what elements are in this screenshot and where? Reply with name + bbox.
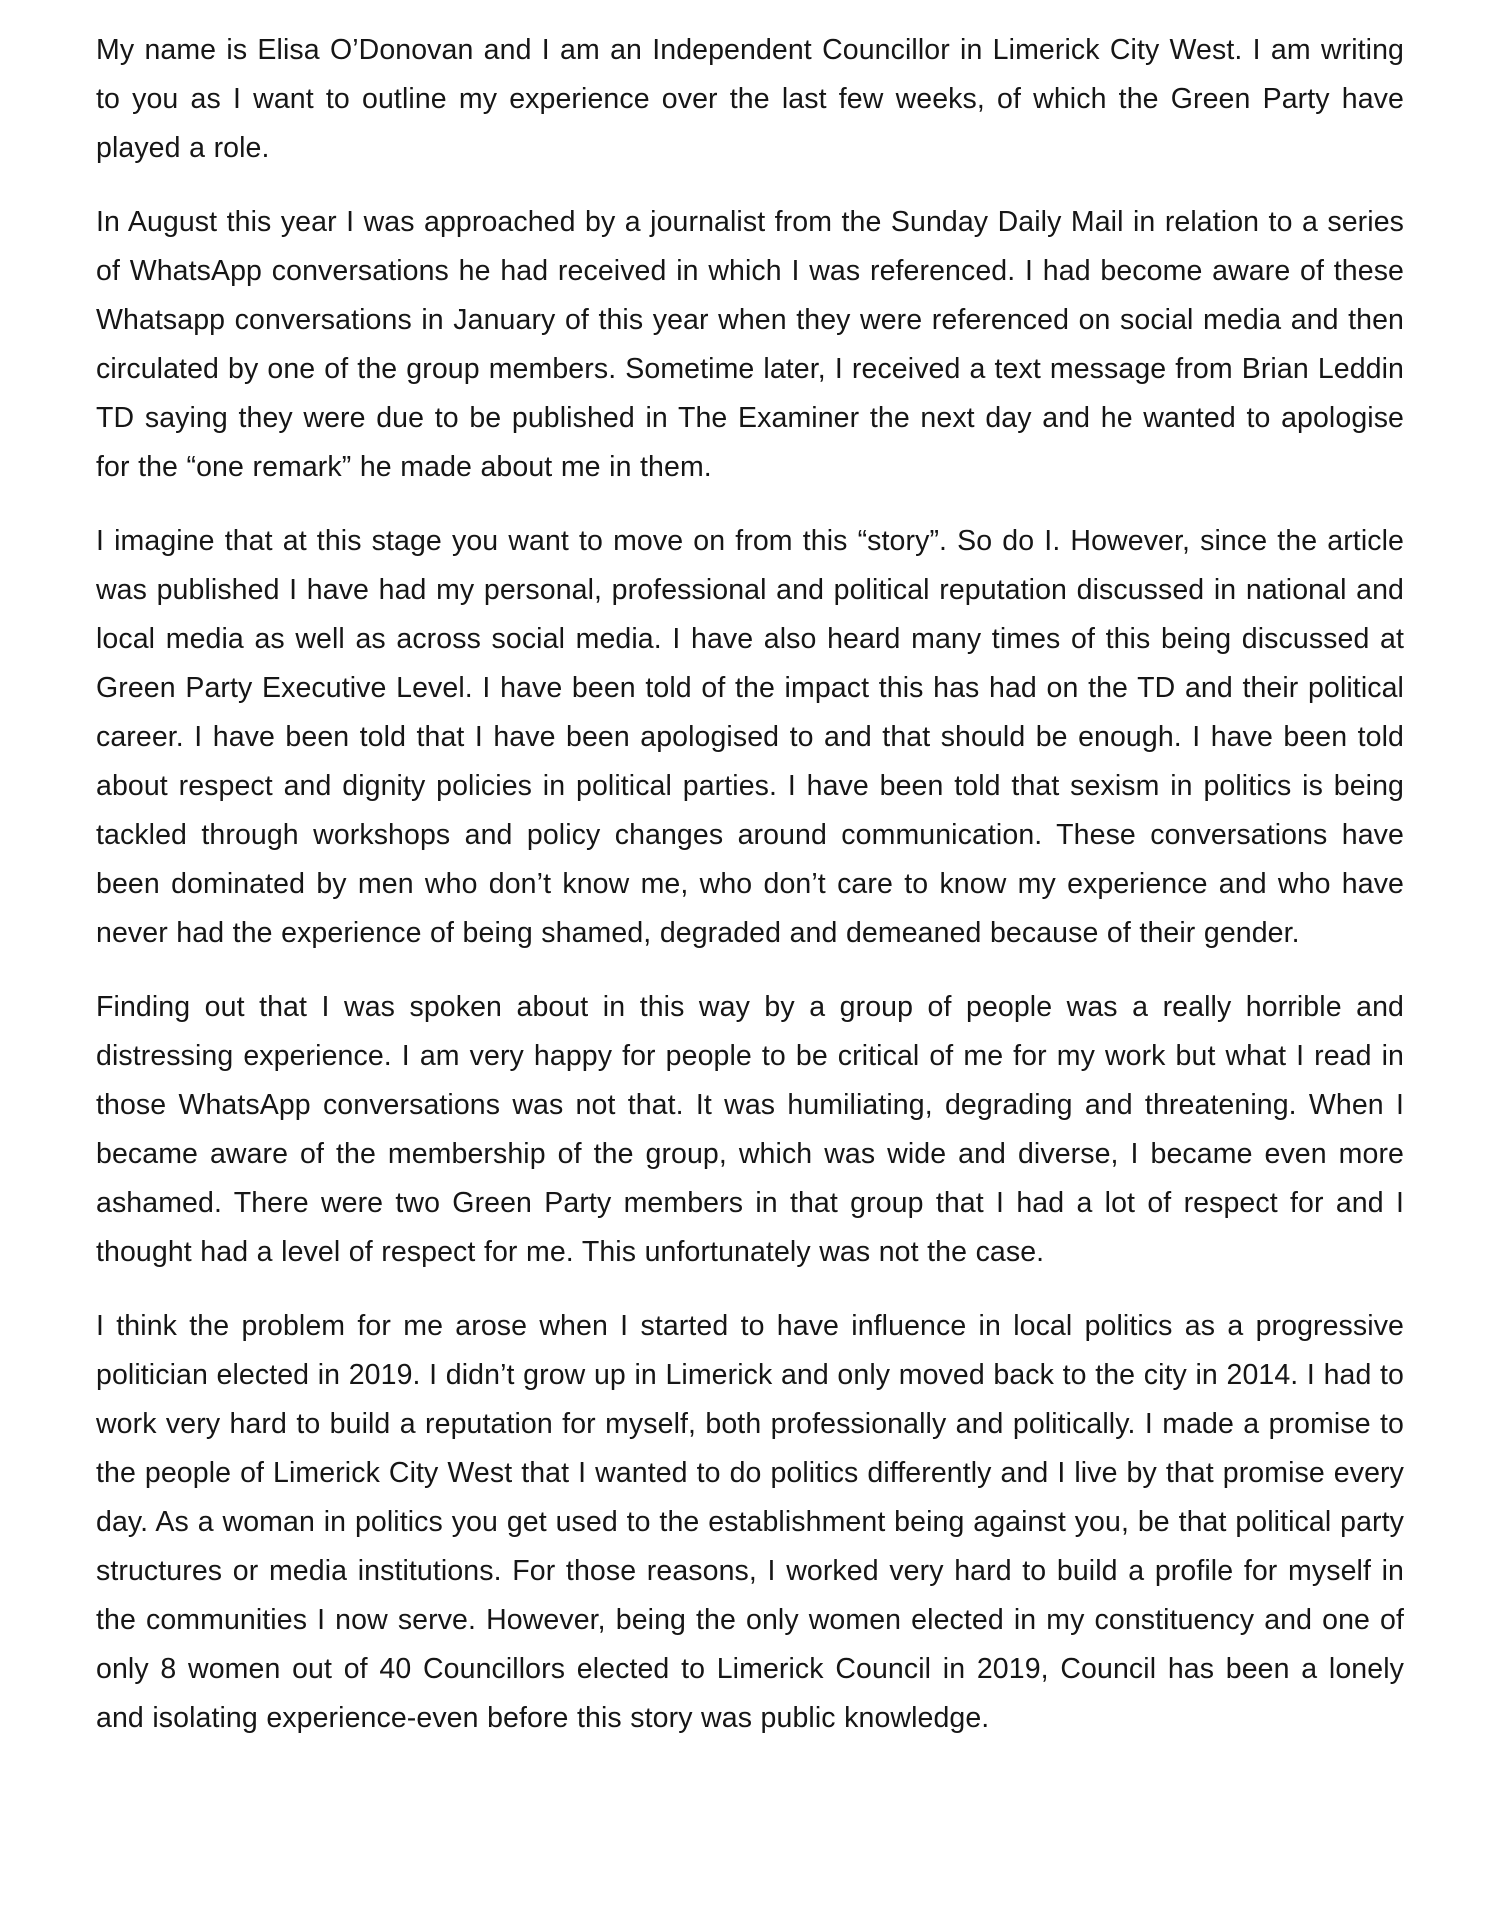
paragraph-local-politics: I think the problem for me arose when I started to have influence in local politics as a progressive politician elected in 2019. I didn’t grow up in Limerick and only moved back to the city in 2014. I had to work very hard to build a reputation for myself, both professionally and politically. I made a promise to the people of Limerick City West that I wanted to do politics differently and I live by that promise every day. As a woman in politics you get used to the establishment being against you, be that political party structures or media institutions. For those reasons, I worked very hard to build a profile for myself in the communities I now serve. However, being the only women elected in my constituency and one of only 8 women out of 40 Councillors elected to Limerick Council in 2019, Council has been a lonely and isolating experience-even before this story was public knowledge. (96, 1310, 1404, 1734)
paragraph-distressing-experience: Finding out that I was spoken about in this way by a group of people was a really horrible and distressing experience. I am very happy for people to be critical of me for my work but what I read in those WhatsApp conversations was not that. It was humiliating, degrading and threatening. When I became aware of the membership of the group, which was wide and diverse, I became even more ashamed. There were two Green Party members in that group that I had a lot of respect for and I thought had a level of respect for me. This unfortunately was not the case. (96, 991, 1404, 1268)
paragraph-media-discussion: I imagine that at this stage you want to move on from this “story”. So do I. However, since the article was published I have had my personal, professional and political reputation discussed in national and local media as well as across social media. I have also heard many times of this being discussed at Green Party Executive Level. I have been told of the impact this has had on the TD and their political career. I have been told that I have been apologised to and that should be enough. I have been told about respect and dignity policies in political parties. I have been told that sexism in politics is being tackled through workshops and policy changes around communication. These conversations have been dominated by men who don’t know me, who don’t care to know my experience and who have never had the experience of being shamed, degraded and demeaned because of their gender. (96, 525, 1404, 949)
paragraph-journalist-approach: In August this year I was approached by a journalist from the Sunday Daily Mail in relation to a series of WhatsApp conversations he had received in which I was referenced. I had become aware of these Whatsapp conversations in January of this year when they were referenced on social media and then circulated by one of the group members. Sometime later, I received a text message from Brian Leddin TD saying they were due to be published in The Examiner the next day and he wanted to apologise for the “one remark” he made about me in them. (96, 206, 1404, 483)
paragraph-introduction: My name is Elisa O’Donovan and I am an Independent Councillor in Limerick City West. I am writing to you as I want to outline my experience over the last few weeks, of which the Green Party have played a role. (96, 34, 1404, 164)
